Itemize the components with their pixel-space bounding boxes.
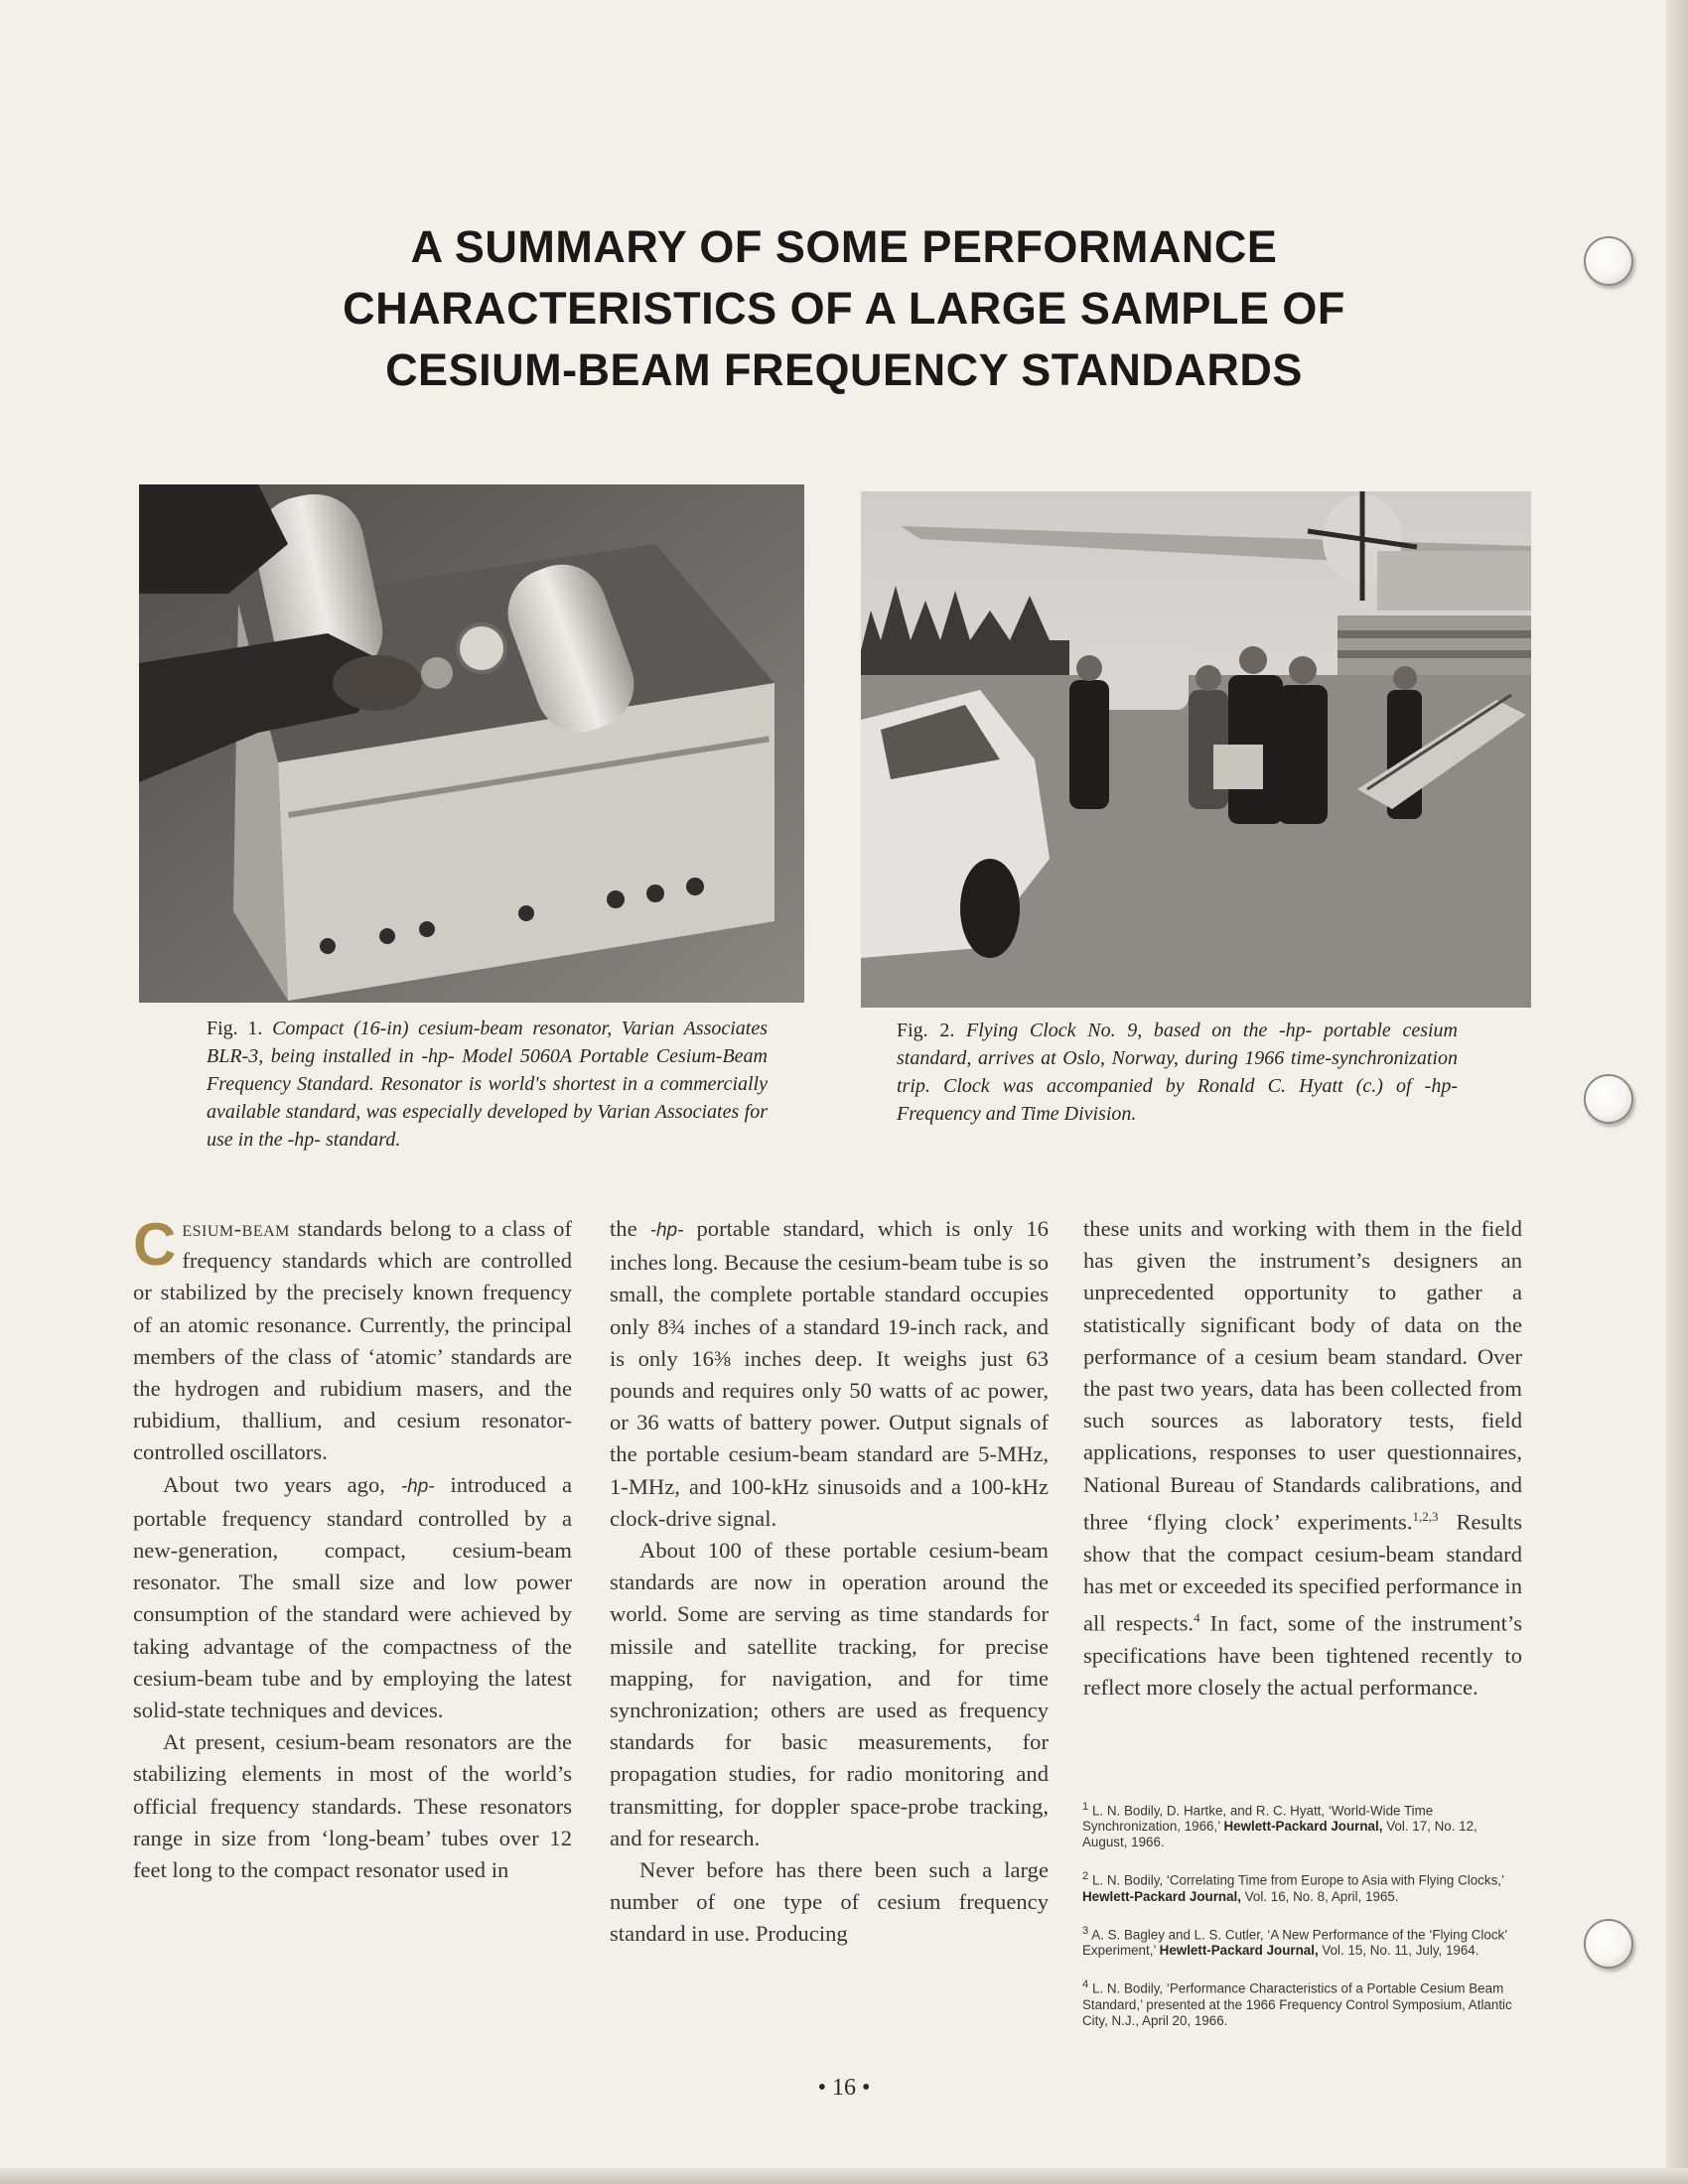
punch-hole-middle: [1584, 1074, 1633, 1124]
paragraph-7-text-a: these units and working with them in the field has given the instrument’s designers an unprecedented opportunity to gather a statistically significant body of data on the performance of a cesium beam standard. Over the past two years, data has been collected from such sources as laboratory tests, field applications, responses to user questionnaires, National Bureau of Standards calibrations, and three ‘flying clock’ experiments.: [1083, 1216, 1522, 1535]
footnote-journal: Hewlett-Packard Journal,: [1082, 1888, 1241, 1904]
title-line-3: CESIUM-BEAM FREQUENCY STANDARDS: [385, 344, 1303, 395]
footnote-journal: Hewlett-Packard Journal,: [1223, 1819, 1383, 1835]
paragraph-4: [610, 1213, 1049, 1535]
footnote-3: [1082, 1923, 1519, 1959]
hp-logo-text: -hp-: [649, 1220, 684, 1241]
punch-hole-bottom: [1584, 1919, 1633, 1969]
footnote-2: [1082, 1868, 1519, 1904]
paragraph-2-start: About two years ago,: [163, 1471, 385, 1497]
paragraph-4-text: portable standard, which is only 16 inches long. Because the cesium-beam tube is so small, the complete portable standard occupies only 8¾ inches of a standard 19-inch rack, and is only 16⅜ inches deep. It weighs just 63 pounds and requires only 50 watts of ac power, or 36 watts of battery power. Output signals of the portable cesium-beam standard are 5-MHz, 1-MHz, and 100-kHz sinusoids and a 100-kHz clock-drive signal.: [610, 1216, 1049, 1531]
figure-2-label: Fig. 2.: [897, 1020, 955, 1041]
footnote-number: 2: [1082, 1870, 1089, 1883]
paragraph-4-start: the: [610, 1216, 637, 1241]
footnote-1: [1082, 1799, 1519, 1850]
drop-cap: C: [133, 1211, 177, 1278]
article-title: [228, 216, 1460, 401]
footnote-4: [1082, 1977, 1519, 2028]
body-column-1: [133, 1213, 572, 1886]
paragraph-3: At present, cesium-beam resonators are the stabilizing elements in most of the world’s official frequency standards. These resonators range in size from ‘long-beam’ tubes over 12 feet long to the compact resonator used in: [133, 1729, 572, 1883]
footnote-text: A. S. Bagley and L. S. Cutler, ‘A New Performance of the ‘Flying Clock’ Experiment,’: [1082, 1927, 1507, 1959]
paragraph-6: Never before has there been such a large number of one type of cesium frequency standard in use. Producing: [610, 1857, 1049, 1947]
footnote-ref-1-3: 1,2,3: [1412, 1508, 1439, 1524]
footnote-number: 1: [1082, 1801, 1089, 1813]
title-line-2: CHARACTERISTICS OF A LARGE SAMPLE OF: [343, 283, 1345, 334]
footnote-rest: Vol. 17, No. 12, August, 1966.: [1082, 1819, 1477, 1850]
body-column-2: [610, 1213, 1049, 1951]
footnote-text: L. N. Bodily, D. Hartke, and R. C. Hyatt, ‘World-Wide Time Synchronization, 1966,’: [1082, 1803, 1434, 1835]
figure-2-caption: [897, 1017, 1458, 1128]
footnote-text: L. N. Bodily, ‘Performance Characteristics of a Portable Cesium Beam Standard,’ presented at the 1966 Frequency Control Symposium, Atlantic City, N.J., April 20, 1966.: [1082, 1980, 1512, 2028]
footnote-text: L. N. Bodily, ‘Correlating Time from Europe to Asia with Flying Clocks,’: [1091, 1872, 1504, 1888]
page-number: • 16 •: [817, 2075, 871, 2101]
footnote-number: 4: [1082, 1979, 1089, 1991]
footnote-journal: Hewlett-Packard Journal,: [1159, 1943, 1319, 1959]
figure-1-caption: [207, 1015, 768, 1154]
body-column-3: [1083, 1213, 1522, 1704]
page-edge: [1666, 0, 1688, 2184]
figure-1-caption-text: Compact (16-in) cesium-beam resonator, Varian Associates BLR-3, being installed in -hp- Model 5060A Portable Cesium-Beam Frequency Standard. Resonator is world's shortest in a commercially available standard, was especially developed by Varian Associates for use in the -hp- standard.: [207, 1018, 768, 1151]
paragraph-1-text: standards belong to a class of frequency standards which are controlled or stabilized by the precisely known frequency of an atomic resonance. Currently, the principal members of the class of ‘atomic’ standards are the hydrogen and rubidium masers, and the rubidium, thallium, and cesium resonator-controlled oscillators.: [133, 1216, 572, 1465]
figure-2-photo: [861, 491, 1531, 1008]
lead-smallcaps: esium-beam: [182, 1216, 290, 1241]
paragraph-7-text-b: Results show that the compact cesium-beam standard has met or exceeded its specified performance in all respects.: [1083, 1509, 1522, 1636]
paragraph-2-text: introduced a portable frequency standard controlled by a new-generation, compact, cesium-beam resonator. The small size and low power consumption of the standard were achieved by taking advantage of the compactness of the cesium-beam tube and by employing the latest solid-state techniques and devices.: [133, 1471, 573, 1723]
figure-2-caption-text: Flying Clock No. 9, based on the -hp- portable cesium standard, arrives at Oslo, Norway, during 1966 time-synchronization trip. Clock was accompanied by Ronald C. Hyatt (c.) of -hp- Frequency and Time Division.: [897, 1020, 1458, 1125]
figure-1-label: Fig. 1.: [207, 1018, 263, 1039]
footnote-rest: Vol. 16, No. 8, April, 1965.: [1244, 1888, 1399, 1904]
paragraph-7-text-c: In fact, some of the instrument’s specifications have been tightened recently to reflect more closely the actual performance.: [1083, 1610, 1523, 1700]
punch-hole-top: [1584, 236, 1633, 286]
footnote-number: 3: [1082, 1924, 1089, 1937]
footnote-rest: Vol. 15, No. 11, July, 1964.: [1322, 1943, 1479, 1959]
paragraph-1: [133, 1213, 572, 1469]
footnotes: [1082, 1799, 1519, 2047]
hp-logo-text: -hp-: [400, 1475, 435, 1497]
paragraph-2: [133, 1469, 572, 1727]
paragraph-7: [1083, 1213, 1522, 1704]
figure-1-photo: [139, 484, 804, 1003]
title-line-1: A SUMMARY OF SOME PERFORMANCE: [410, 221, 1278, 272]
footnote-ref-4: 4: [1194, 1609, 1200, 1625]
paragraph-5: About 100 of these portable cesium-beam standards are now in operation around the world. Some are serving as time standards for missile and satellite tracking, for precise mapping, for navigation, and for time synchronization; others are used as frequency standards for basic measurements, for propagation studies, for radio monitoring and transmitting, for doppler space-probe tracking, and for research.: [610, 1538, 1049, 1850]
page-bottom-edge: [0, 2168, 1688, 2184]
